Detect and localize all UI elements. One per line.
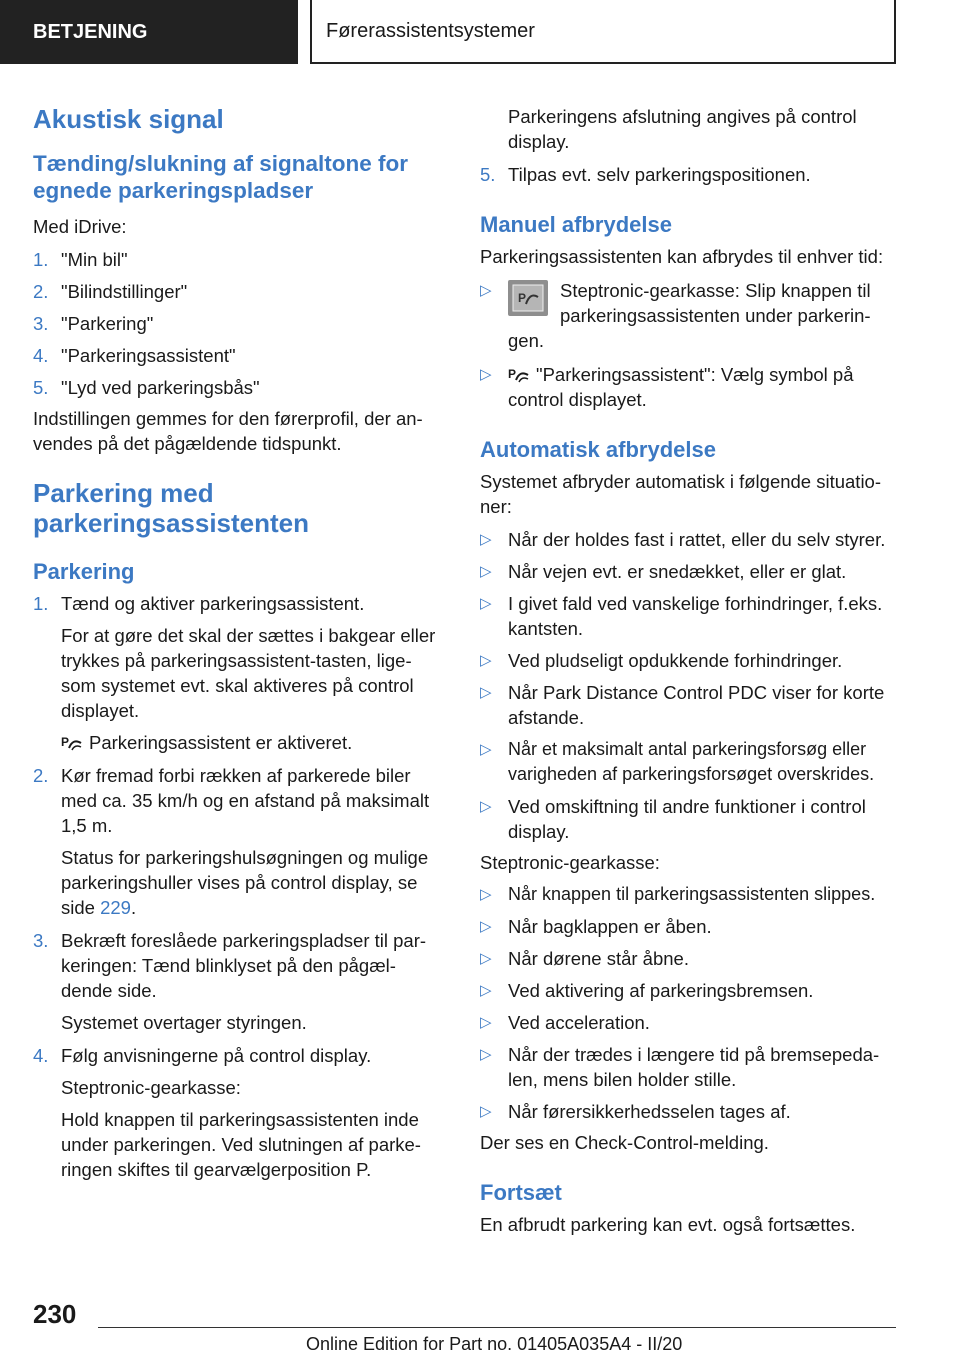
heading-auto-interrupt: Automatisk afbrydelse <box>480 437 716 462</box>
idrive-intro: Med iDrive: <box>33 216 127 237</box>
list-item <box>480 527 898 552</box>
step-text: Bekræft foreslåede parkeringspladser til par-keringen: Tænd blinklyset på den pågæl-dende side. <box>61 930 427 1001</box>
bullet-triangle-icon: ▷ <box>480 886 492 903</box>
step-detail: For at gøre det skal der sættes i bakgear eller trykkes på parkeringsassistent-tasten, lige-som systemet evt. skal aktiveres på control displayet. <box>61 625 436 721</box>
parking-assistant-icon <box>508 366 530 384</box>
step-number: 3. <box>33 930 49 951</box>
list-item <box>33 591 445 616</box>
steptronic-item-text: Når førersikkerhedsselen tages af. <box>508 1101 791 1122</box>
list-item <box>33 279 445 304</box>
list-item <box>33 928 445 1003</box>
step-number: 2. <box>33 765 49 786</box>
list-item <box>480 1099 898 1124</box>
bullet-triangle-icon: ▷ <box>480 1014 492 1031</box>
steptronic-label: Steptronic-gearkasse: <box>480 852 660 873</box>
list-item <box>480 946 898 971</box>
steptronic-items <box>480 882 898 1124</box>
header-chapter <box>310 0 896 64</box>
step-number: 2. <box>33 281 49 302</box>
continue-text: En afbrudt parkering kan evt. også fortsættes. <box>480 1214 856 1235</box>
bullet-triangle-icon: ▷ <box>480 741 492 758</box>
saved-note: Indstillingen gemmes for den førerprofil, der an-vendes på det pågældende tidspunkt. <box>33 408 423 454</box>
bullet-triangle-icon: ▷ <box>480 684 492 701</box>
step-number: 1. <box>33 249 49 270</box>
steptronic-item-text: Når dørene står åbne. <box>508 948 689 969</box>
list-item <box>33 1043 445 1068</box>
menu-path-car-settings: "Bilindstillinger" <box>61 281 188 302</box>
bullet-triangle-icon: ▷ <box>480 918 492 935</box>
step-text: Følg anvisningerne på control display. <box>61 1045 372 1066</box>
heading-parking-with-assistant: Parkering med parkeringsassistenten <box>33 478 310 538</box>
manual-steptronic-text: Steptronic-gearkasse: Slip knappen til parkeringsassistenten under parkerin-gen. <box>508 280 871 351</box>
list-item <box>480 978 898 1003</box>
idrive-steps <box>33 247 445 400</box>
bullet-triangle-icon: ▷ <box>480 798 492 815</box>
heading-acoustic-signal: Akustisk signal <box>33 104 224 134</box>
list-item <box>480 1010 898 1035</box>
right-column <box>480 104 898 1237</box>
list-item <box>33 343 445 368</box>
svg-text:P: P <box>518 291 527 305</box>
steptronic-item-text: Når der trædes i længere tid på bremsepeda-len, mens bilen holder stille. <box>508 1044 880 1090</box>
page-link[interactable]: 229 <box>100 897 131 918</box>
bullet-triangle-icon: ▷ <box>480 282 492 299</box>
step-detail <box>33 845 445 920</box>
list-item <box>480 648 898 673</box>
heading-manual-interrupt: Manuel afbrydelse <box>480 212 672 237</box>
menu-path-parking-sound: "Lyd ved parkeringsbås" <box>61 377 260 398</box>
parking-steps-2 <box>33 763 445 838</box>
bullet-triangle-icon: ▷ <box>480 1046 492 1063</box>
step-detail <box>33 730 445 755</box>
step-detail: Systemet overtager styringen. <box>61 1012 307 1033</box>
page-number: 230 <box>33 1299 77 1329</box>
manual-symbol-text: "Parkeringsassistent": Vælg symbol på control displayet. <box>508 364 854 410</box>
header-section <box>0 0 298 64</box>
step-number: 4. <box>33 1045 49 1066</box>
left-column <box>33 96 445 1182</box>
step-number: 4. <box>33 345 49 366</box>
manual-item <box>480 362 898 412</box>
header-chapter-label: Førerassistentsystemer <box>326 19 535 42</box>
auto-item-text: Ved omskiftning til andre funktioner i control display. <box>508 796 866 842</box>
step-number: 1. <box>33 593 49 614</box>
auto-intro: Systemet afbryder automatisk i følgende situatio-ner: <box>480 471 882 517</box>
heading-parking: Parkering <box>33 559 135 584</box>
list-item <box>33 311 445 336</box>
manual-intro: Parkeringsassistenten kan afbrydes til enhver tid: <box>480 246 884 267</box>
bullet-triangle-icon: ▷ <box>480 531 492 548</box>
menu-path-my-car: "Min bil" <box>61 249 128 270</box>
auto-item-text: Når vejen evt. er snedækket, eller er glat. <box>508 561 847 582</box>
list-item <box>33 247 445 272</box>
bullet-triangle-icon: ▷ <box>480 652 492 669</box>
steptronic-item-text: Når knappen til parkeringsassistenten slippes. <box>508 884 876 904</box>
list-item <box>33 375 445 400</box>
svg-text:P: P <box>508 367 517 381</box>
header-section-label: BETJENING <box>33 20 148 43</box>
list-item <box>480 914 898 939</box>
bullet-triangle-icon: ▷ <box>480 1103 492 1120</box>
manual-item <box>480 278 898 353</box>
step-number: 5. <box>480 164 496 185</box>
steptronic-item-text: Ved acceleration. <box>508 1012 650 1033</box>
menu-path-parking-assistant: "Parkeringsassistent" <box>61 345 236 366</box>
bullet-triangle-icon: ▷ <box>480 366 492 383</box>
parking-steps-4 <box>33 1043 445 1068</box>
auto-item-text: Ved pludseligt opdukkende forhindringer. <box>508 650 843 671</box>
menu-path-parking: "Parkering" <box>61 313 154 334</box>
list-item <box>480 559 898 584</box>
auto-items <box>480 527 898 844</box>
auto-item-text: I givet fald ved vanskelige forhindringer, f.eks. kantsten. <box>508 593 883 639</box>
list-item <box>480 591 898 641</box>
list-item <box>480 737 898 787</box>
step-detail: Parkeringens afslutning angives på control display. <box>508 106 857 152</box>
status-text: Status for parkeringshulsøgningen og mulige parkeringshuller vises på control display, se side <box>61 847 429 918</box>
list-item <box>33 763 445 838</box>
bullet-triangle-icon: ▷ <box>480 563 492 580</box>
list-item <box>480 1042 898 1092</box>
list-item <box>480 882 898 907</box>
step-detail: Steptronic-gearkasse: <box>61 1077 241 1098</box>
parking-assistant-button-icon <box>508 280 548 316</box>
list-item <box>480 680 898 730</box>
bullet-triangle-icon: ▷ <box>480 950 492 967</box>
auto-item-text: Når et maksimalt antal parkeringsforsøg eller varigheden af parkeringsforsøget overskrides. <box>508 739 875 784</box>
steptronic-item-text: Ved aktivering af parkeringsbremsen. <box>508 980 814 1001</box>
bullet-triangle-icon: ▷ <box>480 982 492 999</box>
list-item <box>480 794 898 844</box>
parking-steps <box>33 591 445 616</box>
steptronic-item-text: Når bagklappen er åben. <box>508 916 712 937</box>
footer-divider <box>98 1327 896 1328</box>
assistant-activated-text: Parkeringsassistent er aktiveret. <box>89 732 353 753</box>
period: . <box>130 897 137 918</box>
footer-edition: Online Edition for Part no. 01405A035A4 - II/20 <box>306 1334 683 1354</box>
step-detail: Hold knappen til parkeringsassistenten inde under parkeringen. Ved slutningen af parke-ringen skiftes til gearvælgerposition P. <box>61 1109 421 1180</box>
list-item <box>480 162 898 187</box>
bullet-triangle-icon: ▷ <box>480 595 492 612</box>
step-text: Tænd og aktiver parkeringsassistent. <box>61 593 365 614</box>
step-text: Tilpas evt. selv parkeringspositionen. <box>508 164 811 185</box>
step-text: Kør fremad forbi rækken af parkerede biler med ca. 35 km/h og en afstand på maksimalt 1,5 m. <box>61 765 430 836</box>
svg-text:P: P <box>61 735 70 749</box>
auto-item-text: Når der holdes fast i rattet, eller du selv styrer. <box>508 529 886 550</box>
parking-steps-5 <box>480 162 898 187</box>
auto-item-text: Når Park Distance Control PDC viser for korte afstande. <box>508 682 885 728</box>
step-number: 5. <box>33 377 49 398</box>
parking-assistant-icon <box>61 734 83 752</box>
step-number: 3. <box>33 313 49 334</box>
heading-continue: Fortsæt <box>480 1180 562 1205</box>
check-control-message: Der ses en Check-Control-melding. <box>480 1132 769 1153</box>
parking-steps-3 <box>33 928 445 1003</box>
heading-tone-toggle: Tænding/slukning af signaltone for egnede parkeringspladser <box>33 151 408 203</box>
